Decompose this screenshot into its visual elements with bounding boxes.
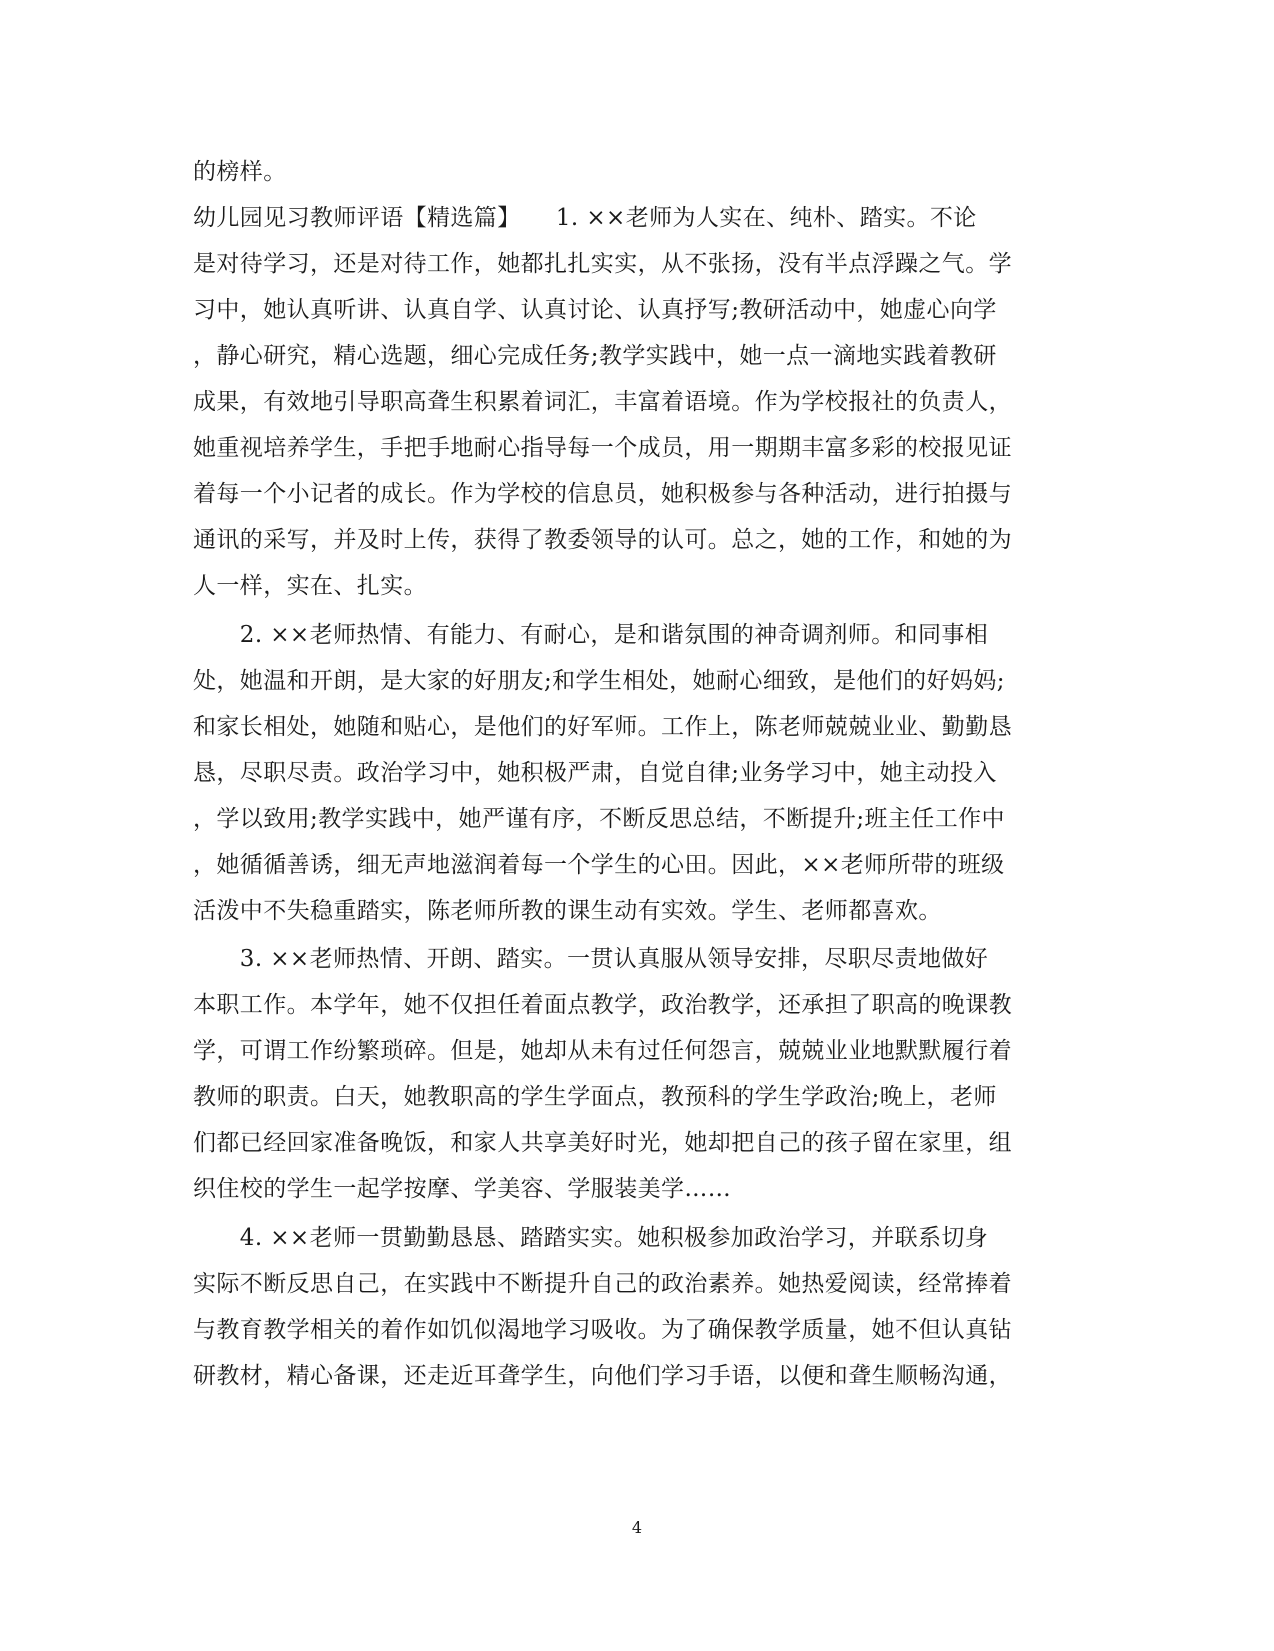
text-line: 成果，有效地引导职高聋生积累着词汇，丰富着语境。作为学校报社的负责人， (193, 389, 1012, 415)
text-line: 是对待学习，还是对待工作，她都扎扎实实，从不张扬，没有半点浮躁之气。学 (193, 251, 1012, 277)
text-line: 恳，尽职尽责。政治学习中，她积极严肃，自觉自律;业务学习中，她主动投入 (193, 760, 997, 786)
text-line: 着每一个小记者的成长。作为学校的信息员，她积极参与各种活动，进行拍摄与 (193, 481, 1012, 507)
text-line: 活泼中不失稳重踏实，陈老师所教的课生动有实效。学生、老师都喜欢。 (193, 898, 942, 924)
text-line: 处，她温和开朗，是大家的好朋友;和学生相处，她耐心细致，是他们的好妈妈; (193, 668, 1005, 694)
text-line: 习中，她认真听讲、认真自学、认真讨论、认真抒写;教研活动中，她虚心向学 (193, 297, 997, 323)
text-line: 2. ××老师热情、有能力、有耐心，是和谐氛围的神奇调剂师。和同事相 (193, 622, 989, 648)
text-line: 们都已经回家准备晚饭，和家人共享美好时光，她却把自己的孩子留在家里，组 (193, 1130, 1012, 1156)
text-line: ，她循循善诱，细无声地滋润着每一个学生的心田。因此，××老师所带的班级 (193, 852, 1005, 878)
text-line: 和家长相处，她随和贴心，是他们的好军师。工作上，陈老师兢兢业业、勤勤恳 (193, 714, 1012, 740)
section-heading-line: 幼儿园见习教师评语【精选篇】 1. ××老师为人实在、纯朴、踏实。不论 (193, 205, 977, 231)
text-line: ，静心研究，精心选题，细心完成任务;教学实践中，她一点一滴地实践着教研 (193, 343, 997, 369)
text-line: 4. ××老师一贯勤勤恳恳、踏踏实实。她积极参加政治学习，并联系切身 (193, 1225, 989, 1251)
text-line: 人一样，实在、扎实。 (193, 573, 427, 599)
text-line: 的榜样。 (193, 159, 287, 185)
text-line: 实际不断反思自己，在实践中不断提升自己的政治素养。她热爱阅读，经常捧着 (193, 1271, 1012, 1297)
text-line: 本职工作。本学年，她不仅担任着面点教学，政治教学，还承担了职高的晚课教 (193, 992, 1012, 1018)
text-line: ，学以致用;教学实践中，她严谨有序，不断反思总结，不断提升;班主任工作中 (193, 806, 1005, 832)
text-line: 通讯的采写，并及时上传，获得了教委领导的认可。总之，她的工作，和她的为 (193, 527, 1012, 553)
text-line: 织住校的学生一起学按摩、学美容、学服装美学…… (193, 1176, 732, 1202)
text-line: 她重视培养学生，手把手地耐心指导每一个成员，用一期期丰富多彩的校报见证 (193, 435, 1012, 461)
text-line: 教师的职责。白天，她教职高的学生学面点，教预科的学生学政治;晚上，老师 (193, 1084, 997, 1110)
text-line: 与教育教学相关的着作如饥似渴地学习吸收。为了确保教学质量，她不但认真钻 (193, 1317, 1012, 1343)
text-line: 研教材，精心备课，还走近耳聋学生，向他们学习手语，以便和聋生顺畅沟通， (193, 1363, 1012, 1389)
text-line: 3. ××老师热情、开朗、踏实。一贯认真服从领导安排，尽职尽责地做好 (193, 946, 989, 972)
page-number: 4 (631, 1518, 643, 1537)
text-line: 学，可谓工作纷繁琐碎。但是，她却从未有过任何怨言，兢兢业业地默默履行着 (193, 1038, 1012, 1064)
